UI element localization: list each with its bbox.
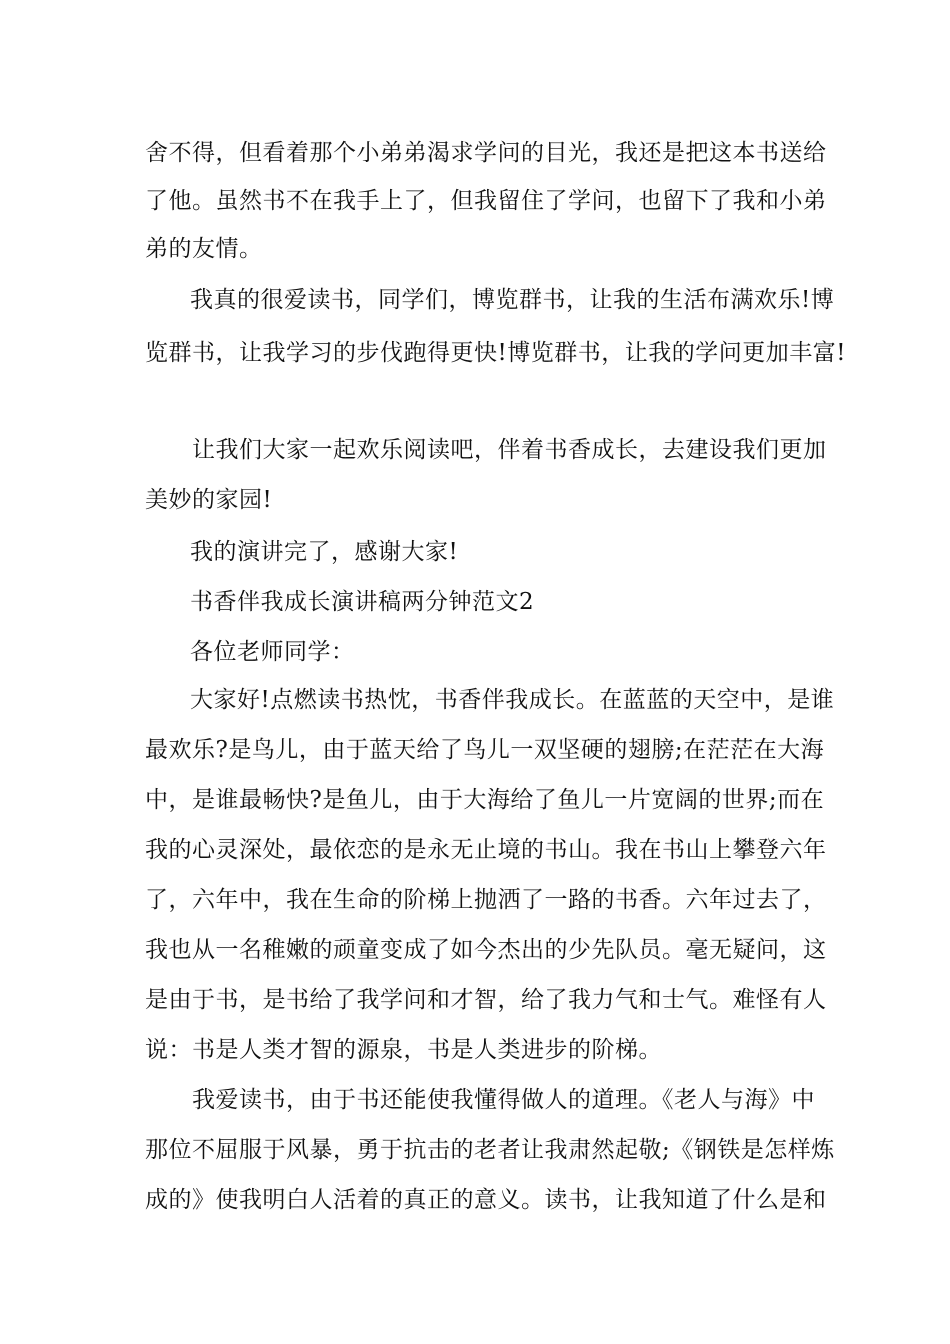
text-line: 我的心灵深处，最依恋的是永无止境的书山。我在书山上攀登六年 — [145, 837, 827, 863]
text-line: 舍不得，但看着那个小弟弟渴求学问的目光，我还是把这本书送给 — [145, 140, 827, 166]
text-line: 我也从一名稚嫩的顽童变成了如今杰出的少先队员。毫无疑问，这 — [145, 937, 827, 963]
text-line: 说：书是人类才智的源泉，书是人类进步的阶梯。 — [145, 1037, 662, 1063]
text-line: 览群书，让我学习的步伐跑得更快!博览群书，让我的学问更加丰富! — [145, 340, 846, 366]
text-line: 那位不屈服于风暴，勇于抗击的老者让我肃然起敬;《钢铁是怎样炼 — [145, 1137, 835, 1163]
text-line: 了，六年中，我在生命的阶梯上抛洒了一路的书香。六年过去了， — [145, 887, 827, 913]
text-line: 让我们大家一起欢乐阅读吧，伴着书香成长，去建设我们更加 — [192, 437, 827, 463]
text-line: 是由于书，是书给了我学问和才智，给了我力气和士气。难怪有人 — [145, 987, 827, 1013]
text-line: 美妙的家园! — [145, 487, 273, 513]
text-line: 了他。虽然书不在我手上了，但我留住了学问，也留下了我和小弟 — [145, 188, 827, 214]
text-line: 大家好!点燃读书热忱，书香伴我成长。在蓝蓝的天空中，是谁 — [190, 687, 835, 713]
text-line: 中，是谁最畅快?是鱼儿，由于大海给了鱼儿一片宽阔的世界;而在 — [145, 787, 825, 813]
text-line: 我的演讲完了，感谢大家! — [190, 539, 459, 565]
text-line: 成的》使我明白人活着的真正的意义。读书，让我知道了什么是和 — [145, 1187, 827, 1213]
text-line: 我真的很爱读书，同学们，博览群书，让我的生活布满欢乐!博 — [190, 287, 835, 313]
section-title: 书香伴我成长演讲稿两分钟范文2 — [190, 589, 535, 615]
text-line: 最欢乐?是鸟儿，由于蓝天给了鸟儿一双坚硬的翅膀;在茫茫在大海 — [145, 737, 825, 763]
text-line: 我爱读书，由于书还能使我懂得做人的道理。《老人与海》中 — [192, 1087, 815, 1113]
salutation: 各位老师同学： — [190, 639, 355, 665]
text-line: 弟的友情。 — [145, 236, 263, 262]
